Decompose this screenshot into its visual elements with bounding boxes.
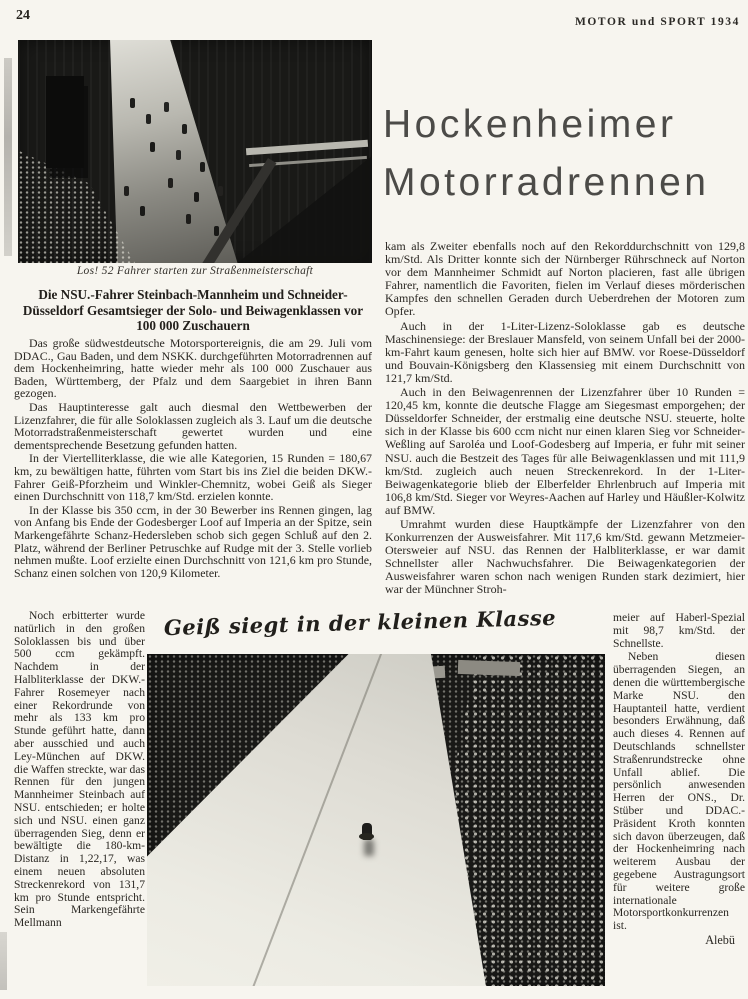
paragraph: Umrahmt wurden diese Hauptkämpfe der Lizenzfahrer von den Konkurrenzen der Ausweisfahrer. Mit 117,6 km/Std. gewann Metzmeier-Otersweier auf NSU. das Rennen der Halbliterklasse, er war damit Schnellster aller Nachwuchsfahrer. Die Beiwagenkategorien der Ausweisfahrer waren schon nach wenigen Runden stark dezimiert, hier war der Münchner Stroh- bbox=[385, 516, 745, 597]
race-start-photo bbox=[18, 40, 372, 263]
left-narrow-column bbox=[14, 610, 145, 998]
paragraph: Auch in den Beiwagenrennen der Lizenzfahrer über 10 Runden = 120,45 km, konnte die deutsche Flagge am Siegesmast emporgehen; der Düsseldorfer Schneider, der erstmalig eine deutsche NSU. steuerte, holte sich in der Klasse bis 600 ccm nicht nur einen klaren Sieg vor Schneider-Weßling auf Saroléa und Loof-Godesberg auf Imperia, er fuhr mit seiner NSU. auch die Bestzeit des Tages für alle Beiwagenklassen und mit 111,9 km/Std. zugleich auch neuen Streckenrekord. In der 1-Liter-Beiwagenkategorie blieb der Elberfelder Ehrlenbruch auf Imperia mit 106,8 km/Std. Sieger vor Weyres-Aachen auf Harley und Häußler-Kolwitz auf BMW. bbox=[385, 385, 745, 517]
top-photo-caption: Los! 52 Fahrer starten zur Straßenmeisterschaft bbox=[76, 265, 314, 277]
headline-line-1: Hockenheimer bbox=[383, 103, 677, 146]
paragraph: In der Klasse bis 350 ccm, in der 30 Bewerber ins Rennen gingen, lag von Anfang bis Ende der Godesberger Loof auf Imperia an der Spitze, sein Markengefährte Schanz-Hedersleben schob sich gegen Schluß auf den 2. Platz, während der Berliner Petruschke auf Rudge mit der 3. Stelle vorlieb nehmen mußte. Loof erzielte einen Durchschnitt von 121,6 km pro Stunde, Schanz einen solchen von 120,9 Kilometer. bbox=[14, 502, 372, 580]
paragraph: Das Hauptinteresse galt auch diesmal den Wettbewerben der Lizenzfahrer, die für alle Soloklassen zugleich als 3. Lauf um die deutsche Motorradstraßenmeisterschaft gewertet wurden und eine dementsprechende Besetzung gefunden hatten. bbox=[14, 399, 372, 452]
banner-shape bbox=[458, 660, 520, 676]
tower-shape bbox=[46, 76, 84, 168]
paragraph: kam als Zweiter ebenfalls noch auf den Rekorddurchschnitt von 129,8 km/Std. Als Dritter konnte sich der Nürnberger Rührschneck auf Norton vor dem Mannheimer Schmidt auf Norton placieren, fast alle übrigen Fahrer, namentlich die Favoriten, fielen im Verlauf dieses mörderischen Kampfes den schnellen Geraden durch Ueberdrehen der Motoren zum Opfer. bbox=[385, 239, 745, 319]
author-signature: Alebü bbox=[705, 932, 735, 947]
middle-script-caption: Geiß siegt in der kleinen Klasse bbox=[163, 604, 557, 641]
paragraph: Neben diesen überragenden Siegen, an denen die württembergische Marke NSU. den Hauptanteil hatte, verdient besonders Erwähnung, daß auch dieses 4. Rennen auf Deutschlands schnellster Straßenrundstrecke ohne Unfall ablief. Die persönlich anwesenden Herren der ONS., Dr. Stüber und DDAC.-Präsident Kroth konnten sich davon überzeugen, daß der Hockenheimring nach weiterem Ausbau der gegebene Austragungsort für weitere große internationale Motorsportkonkurrenzen ist. bbox=[613, 650, 745, 933]
motorcycle-rider-shape bbox=[362, 823, 372, 840]
track-rider-photo bbox=[147, 654, 605, 986]
riders-shapes bbox=[130, 98, 135, 108]
article-headline bbox=[383, 96, 747, 212]
left-column bbox=[14, 337, 372, 603]
scan-artifact-strip bbox=[4, 58, 12, 256]
page-number: 24 bbox=[16, 8, 30, 23]
scan-artifact-mark bbox=[0, 932, 7, 990]
right-narrow-column bbox=[613, 612, 745, 998]
paragraph: Auch in der 1-Liter-Lizenz-Soloklasse gab es deutsche Maschinensiege: der Breslauer Mansfeld, von seinem Unfall bei der 2000-km-Fahrt kaum genesen, holte sich hier auf BMW. vor Roese-Düsseldorf und Bouvain-Königsberg den Klassensieg mit einem Durchschnitt von 121,7 km/Std. bbox=[385, 318, 745, 385]
magazine-title: MOTOR und SPORT 1934 bbox=[574, 16, 740, 28]
paragraph: In der Viertelliterklasse, die wie alle Kategorien, 15 Runden = 180,67 km, zu bewältigen hatte, führten vom Start bis ins Ziel die beiden DKW.-Fahrer Geiß-Pforzheim und Winkler-Chemnitz, wobei Geiß als Sieger einen Durchschnitt von 118,7 km/Std. erzielen konnte. bbox=[14, 451, 372, 504]
right-column bbox=[385, 240, 745, 614]
paragraph: Noch erbitterter wurde natürlich in den großen Soloklassen bis und über 500 ccm gekämpft. Nachdem in der Halbliterklasse der DKW.-Fahrer Rosemeyer nach einer Rekordrunde von mehr als 133 km pro Stunde geführt hatte, dann aber ausschied und auch Ley-München auf DKW. die Waffen streckte, war das Rennen für den jungen Mannheimer Steinbach auf NSU. entschieden; er holte sich und NSU. einen ganz überragenden Sieg, denn er bewältigte die 180-km-Distanz in 1,22,17, was einem neuen absoluten Streckenrekord von 131,7 km pro Stunde entspricht. Sein Markengefährte Mellmann bbox=[14, 609, 145, 930]
headline-line-2: Motorradrennen bbox=[383, 161, 710, 204]
paragraph-continuation: meier auf Haberl-Spezial mit 98,7 km/Std. der Schnellste. bbox=[613, 611, 745, 650]
article-subheading: Die NSU.-Fahrer Steinbach-Mannheim und Schneider-Düsseldorf Gesamtsieger der Solo- und Beiwagenklassen vor 100 000 Zuschauern bbox=[22, 287, 364, 334]
paragraph: Das große südwestdeutsche Motorsportereignis, die am 29. Juli vom DDAC., Gau Baden, und dem NSKK. durchgeführten Motorradrennen auf dem Hockenheimring, hatte wieder mehr als 100 000 Zuschauer aus Baden, Württemberg, der Pfalz und dem Saargebiet in ihren Bann gezogen. bbox=[14, 336, 372, 401]
